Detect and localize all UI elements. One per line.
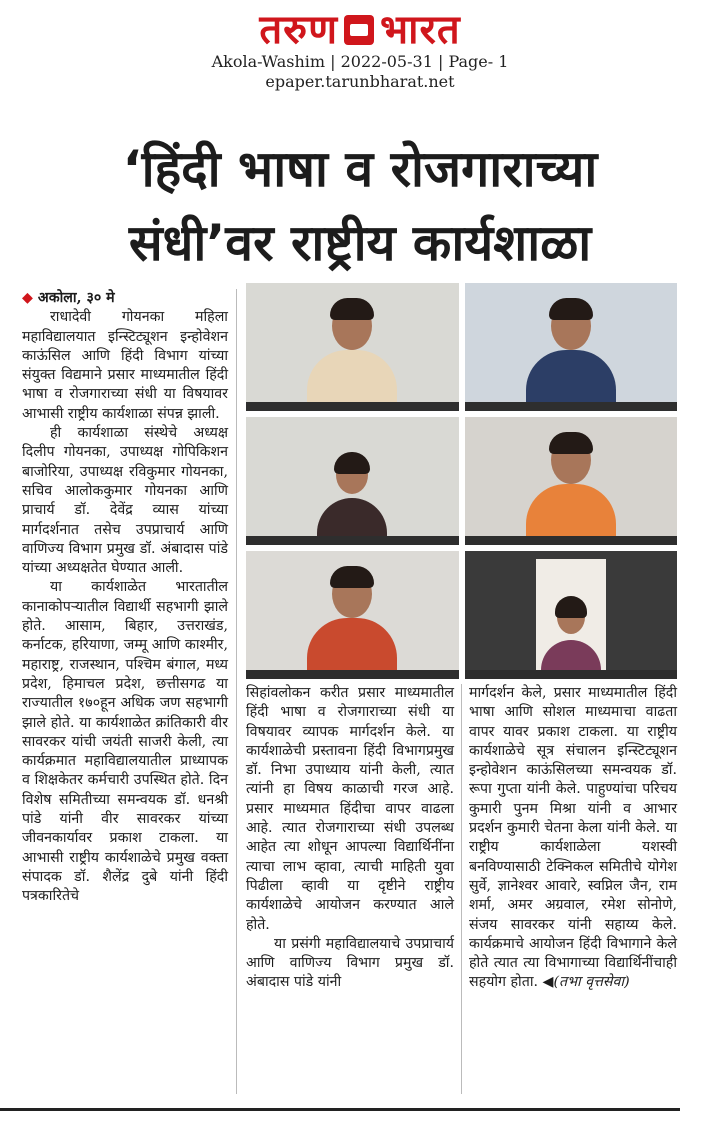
participant-figure [541, 600, 601, 670]
participant-figure [307, 302, 397, 402]
paragraph [469, 684, 677, 993]
participant-tile [465, 551, 678, 679]
headline-line-2: संधी’वर राष्ट्रीय कार्यशाळा [128, 214, 592, 272]
newspaper-logo [259, 8, 460, 52]
masthead [0, 8, 720, 92]
news-credit: ◀(तभा वृत्तसेवा) [542, 974, 630, 991]
headline-line-1: ‘हिंदी भाषा व रोजगाराच्या [122, 140, 598, 198]
paragraph: सिहांवलोकन करीत प्रसार माध्यमातील हिंदी भाषा व रोजगाराच्या संधी या विषयावर व्यापक मार्गदर्शन केले. या कार्यशाळेची प्रस्तावना हिंदी विभागप्रमुख डॉ. निभा उपाध्याय यांनी केली, त्यात त्यांनी हा विषय काळाची गरज आहे. प्रसार माध्यमात हिंदीचा वापर वाढला आहे. त्यात रोजगाराच्या संधी उपलब्ध आहेत त्या शोधून आपल्या विद्यार्थिनींना त्याचा लाभ व्हावा, त्याची माहिती युवा पिढीला व्हावी या दृष्टीने राष्ट्रीय कार्यशाळेचे आयोजन करण्यात आले होते. [246, 685, 454, 933]
diamond-bullet-icon: ◆ [22, 290, 38, 306]
footer-rule [0, 1108, 680, 1111]
participant-figure [526, 302, 616, 402]
article-column-2 [246, 684, 454, 993]
edition-meta: Akola-Washim | 2022-05-31 | Page- 1 [211, 52, 509, 71]
logo-text-left: तरुण [259, 7, 338, 53]
paragraph: राधादेवी गोयनका महिला महाविद्यालयात इन्स्टिट्यूशन इन्होवेशन काऊंसिल आणि हिंदी विभाग यांच्या संयुक्त विद्यमाने प्रसार माध्यमातील हिंदी भाषा व रोजगाराच्या संधी या विषयावर आभासी राष्ट्रीय कार्यशाळा संपन्न झाली. [22, 309, 228, 422]
paragraph-text: मार्गदर्शन केले, प्रसार माध्यमातील हिंदी भाषा आणि सोशल माध्यमाचा वाढता वापर यावर प्रकाश टाकला. या राष्ट्रीय कार्यशाळेचे सूत्र संचालन इन्स्टिट्यूशन इन्होवेशन काऊंसिलच्या समन्वयक डॉ. रूपा गुप्ता यांनी केले. पाहुण्यांचा परिचय कुमारी पुनम मिश्रा यांनी व आभार प्रदर्शन कुमारी चेतना केला यांनी केले. या राष्ट्रीय कार्यशाळेला यशस्वी बनविण्यासाठी टेक्निकल समितीचे योगेश सुर्वे, ज्ञानेश्वर आवारे, स्वप्निल जैन, राम शर्मा, अमर अग्रवाल, रमेश सोनोणे, संजय सावरकर यांनी सहाय्य केले. कार्यक्रमाचे आयोजन हिंदी विभागाने केले होते त्यात त्या विभागाच्या विद्यार्थिनींचाही सहयोग होता. [469, 685, 677, 991]
participant-tile [465, 283, 678, 411]
participant-tile [465, 417, 678, 545]
dateline [22, 289, 228, 308]
video-conference-photo [246, 283, 677, 679]
participant-figure [317, 456, 387, 536]
logo-text-right: भारत [380, 7, 461, 53]
article-column-3 [469, 684, 677, 993]
participant-tile [246, 551, 459, 679]
article-column-1 [22, 289, 228, 907]
column-divider [461, 684, 462, 1094]
participant-tile [246, 283, 459, 411]
column-divider [236, 289, 237, 1094]
participant-tile [246, 417, 459, 545]
paragraph: या कार्यशाळेत भारतातील कानाकोपऱ्यातील विद्यार्थी सहभागी झाले होते. आसाम, बिहार, उत्तराखंड, कर्नाटक, हरियाणा, जम्मू आणि काश्मीर, महाराष्ट्र, राजस्थान, पश्चिम बंगाल, मध्य प्रदेश, हिमाचल प्रदेश, छत्तीसगढ या राज्यातील १७०हून अधिक जण सहभागी झाले होते. या कार्यशाळेत क्रांतिकारी वीर सावरकर यांची जयंती साजरी केली, त्या कार्यक्रमात महाविद्यालयातील प्राध्यापक व शिक्षकेतर कर्मचारी उपस्थित होते. दिन विशेष समितीच्या समन्वयक डॉ. धनश्री पांडे यांनी वीर सावरकर यांच्या जीवनकार्यावर प्रकाश टाकला. या आभासी राष्ट्रीय कार्यशाळेचे प्रमुख वक्ता संपादक डॉ. शैलेंद्र दुबे यांनी हिंदी पत्रकारितेचे [22, 579, 228, 905]
epaper-url: epaper.tarunbharat.net [265, 72, 455, 91]
paragraph: ही कार्यशाळा संस्थेचे अध्यक्ष दिलीप गोयनका, उपाध्यक्ष गोपिकिशन बाजोरिया, उपाध्यक्ष रविकुमार गोयनका, सचिव आलोककुमार गोयनका आणि प्राचार्य डॉ. देवेंद्र व्यास यांच्या मार्गदर्शनात तसेच उपप्राचार्य आणि वाणिज्य विभाग प्रमुख डॉ. अंबादास पांडे यांच्या अध्यक्षतेत घेण्यात आली. [22, 425, 228, 577]
dateline-text: अकोला, ३० मे [37, 290, 115, 306]
article-headline [20, 132, 700, 280]
participant-figure [526, 436, 616, 536]
logo-emblem-icon [344, 15, 374, 45]
paragraph: या प्रसंगी महाविद्यालयाचे उपप्राचार्य आणि वाणिज्य विभाग प्रमुख डॉ. अंबादास पांडे यांनी [246, 935, 454, 991]
participant-figure [307, 570, 397, 670]
